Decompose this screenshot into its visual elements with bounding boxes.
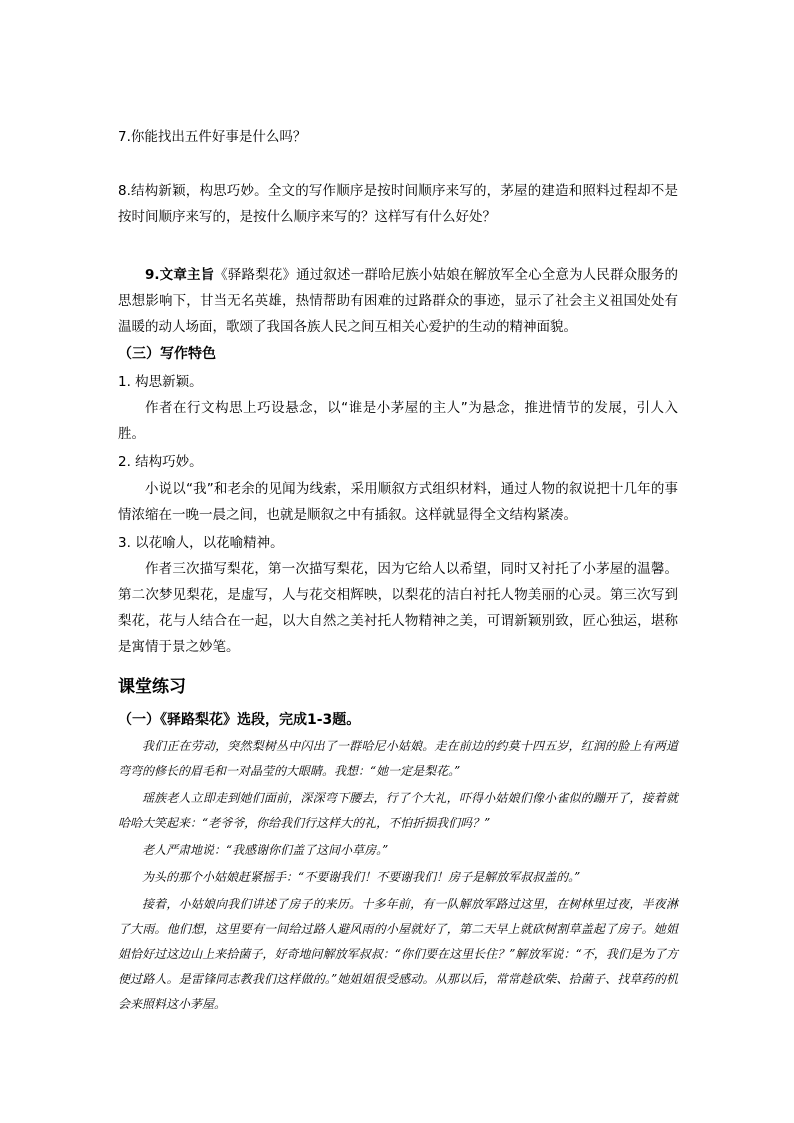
question-9-lead: 文章主旨	[159, 267, 215, 283]
excerpt	[118, 734, 678, 1017]
question-9	[118, 262, 678, 340]
excerpt-paragraph: 我们正在劳动，突然梨树丛中闪出了一群哈尼小姑娘。走在前边的约莫十四五岁，红润的脸上有两道弯弯的修长的眉毛和一对晶莹的大眼睛。我想：“她一定是梨花。”	[118, 739, 678, 778]
question-8: 8.结构新颖，构思巧妙。全文的写作顺序是按时间顺序来写的，茅屋的建造和照料过程却不是按时间顺序来写的，是按什么顺序来写的？这样写有什么好处？	[118, 183, 678, 225]
writing-features-heading: （三）写作特色	[118, 346, 216, 362]
practice-title: 课堂练习	[118, 677, 186, 697]
excerpt-paragraph: 老人严肃地说：“我感谢你们盖了这间小草房。”	[142, 843, 389, 857]
question-9-label: 9.	[145, 267, 160, 283]
writing-item-2-title: 2. 结构巧妙。	[118, 454, 203, 470]
question-7: 7.你能找出五件好事是什么吗？	[118, 129, 307, 145]
writing-item-3-title: 3. 以花喻人，以花喻精神。	[118, 535, 284, 551]
practice-section-heading: （一）《驿路梨花》选段，完成1-3题。	[118, 712, 361, 728]
writing-item-1-title: 1. 构思新颖。	[118, 374, 203, 390]
excerpt-paragraph: 接着，小姑娘向我们讲述了房子的来历。十多年前，有一队解放军路过这里，在树林里过夜，半夜淋了大雨。他们想，这里要有一间给过路人避风雨的小屋就好了，第二天早上就砍树割草盖起了房子。她姐姐恰好过这边山上来拾菌子，好奇地问解放军叔叔：“你们要在这里长住？”解放军说：“不，我们是为了方便过路人。是雷锋同志教我们这样做的。”她姐姐很受感动。从那以后，常常趁砍柴、拾菌子、找草药的机会来照料这小茅屋。	[118, 897, 678, 1011]
writing-item-3-text: 作者三次描写梨花，第一次描写梨花，因为它给人以希望，同时又衬托了小茅屋的温馨。第二次梦见梨花，是虚写，人与花交相辉映，以梨花的洁白衬托人物美丽的心灵。第三次写到梨花，花与人结合在一起，以大自然之美衬托人物精神之美，可谓新颖别致，匠心独运，堪称是寓情于景之妙笔。	[118, 561, 678, 655]
excerpt-paragraph: 瑶族老人立即走到她们面前，深深弯下腰去，行了个大礼，吓得小姑娘们像小雀似的蹦开了，接着就哈哈大笑起来：“老爷爷，你给我们行这样大的礼，不怕折损我们吗？”	[118, 791, 678, 830]
excerpt-paragraph: 为头的那个小姑娘赶紧摇手：“不要谢我们！不要谢我们！房子是解放军叔叔盖的。”	[142, 870, 581, 884]
writing-item-1-text: 作者在行文构思上巧设悬念，以“谁是小茅屋的主人”为悬念，推进情节的发展，引人入胜。	[118, 400, 678, 442]
writing-item-2-text: 小说以“我”和老余的见闻为线索，采用顺叙方式组织材料，通过人物的叙说把十几年的事情浓缩在一晚一晨之间，也就是顺叙之中有插叙。这样就显得全文结构紧凑。	[118, 481, 678, 523]
question-9-text: 《驿路梨花》通过叙述一群哈尼族小姑娘在解放军全心全意为人民群众服务的思想影响下，甘当无名英雄，热情帮助有困难的过路群众的事迹，显示了社会主义祖国处处有温暖的动人场面，歌颂了我国各族人民之间互相关心爱护的生动的精神面貌。	[118, 267, 679, 335]
